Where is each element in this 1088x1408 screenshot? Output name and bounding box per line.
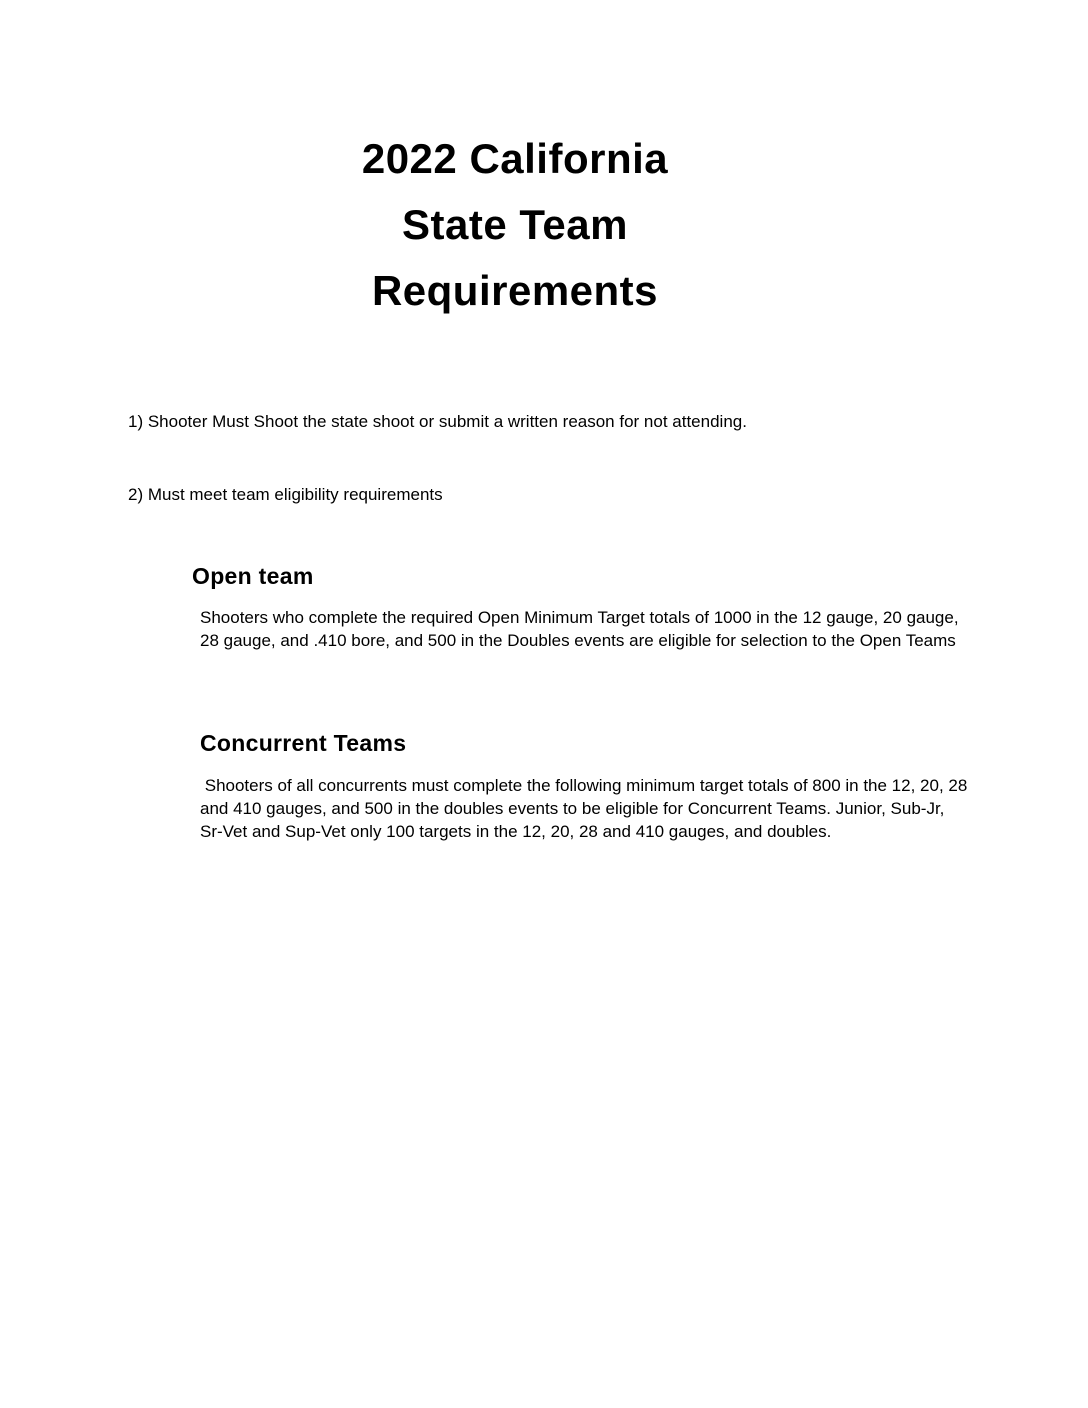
open-team-paragraph: Shooters who complete the required Open Minimum Target totals of 1000 in the 12 gauge, 20 gauge, 28 gauge, and .410 bore, and 500 in the Doubles events are eligible for selection to the Open Teams bbox=[200, 608, 959, 650]
page-title-line-2: State Team bbox=[402, 201, 628, 248]
open-team-heading: Open team bbox=[192, 563, 314, 589]
concurrent-teams-paragraph: Shooters of all concurrents must complete the following minimum target totals of 800 in the 12, 20, 28 and 410 gauges, and 500 in the doubles events to be eligible for Concurrent Teams. Junior, Sub-Jr, Sr-Vet and Sup-Vet only 100 targets in the 12, 20, 28 and 410 gauges, and doubles. bbox=[200, 776, 973, 841]
page-title-line-1: 2022 California bbox=[361, 135, 669, 182]
page-title-line-3: Requirements bbox=[371, 267, 659, 314]
concurrent-teams-heading: Concurrent Teams bbox=[200, 730, 407, 756]
requirement-item-2: 2) Must meet team eligibility requirements bbox=[128, 485, 443, 504]
requirement-item-1: 1) Shooter Must Shoot the state shoot or submit a written reason for not attending. bbox=[128, 412, 747, 431]
